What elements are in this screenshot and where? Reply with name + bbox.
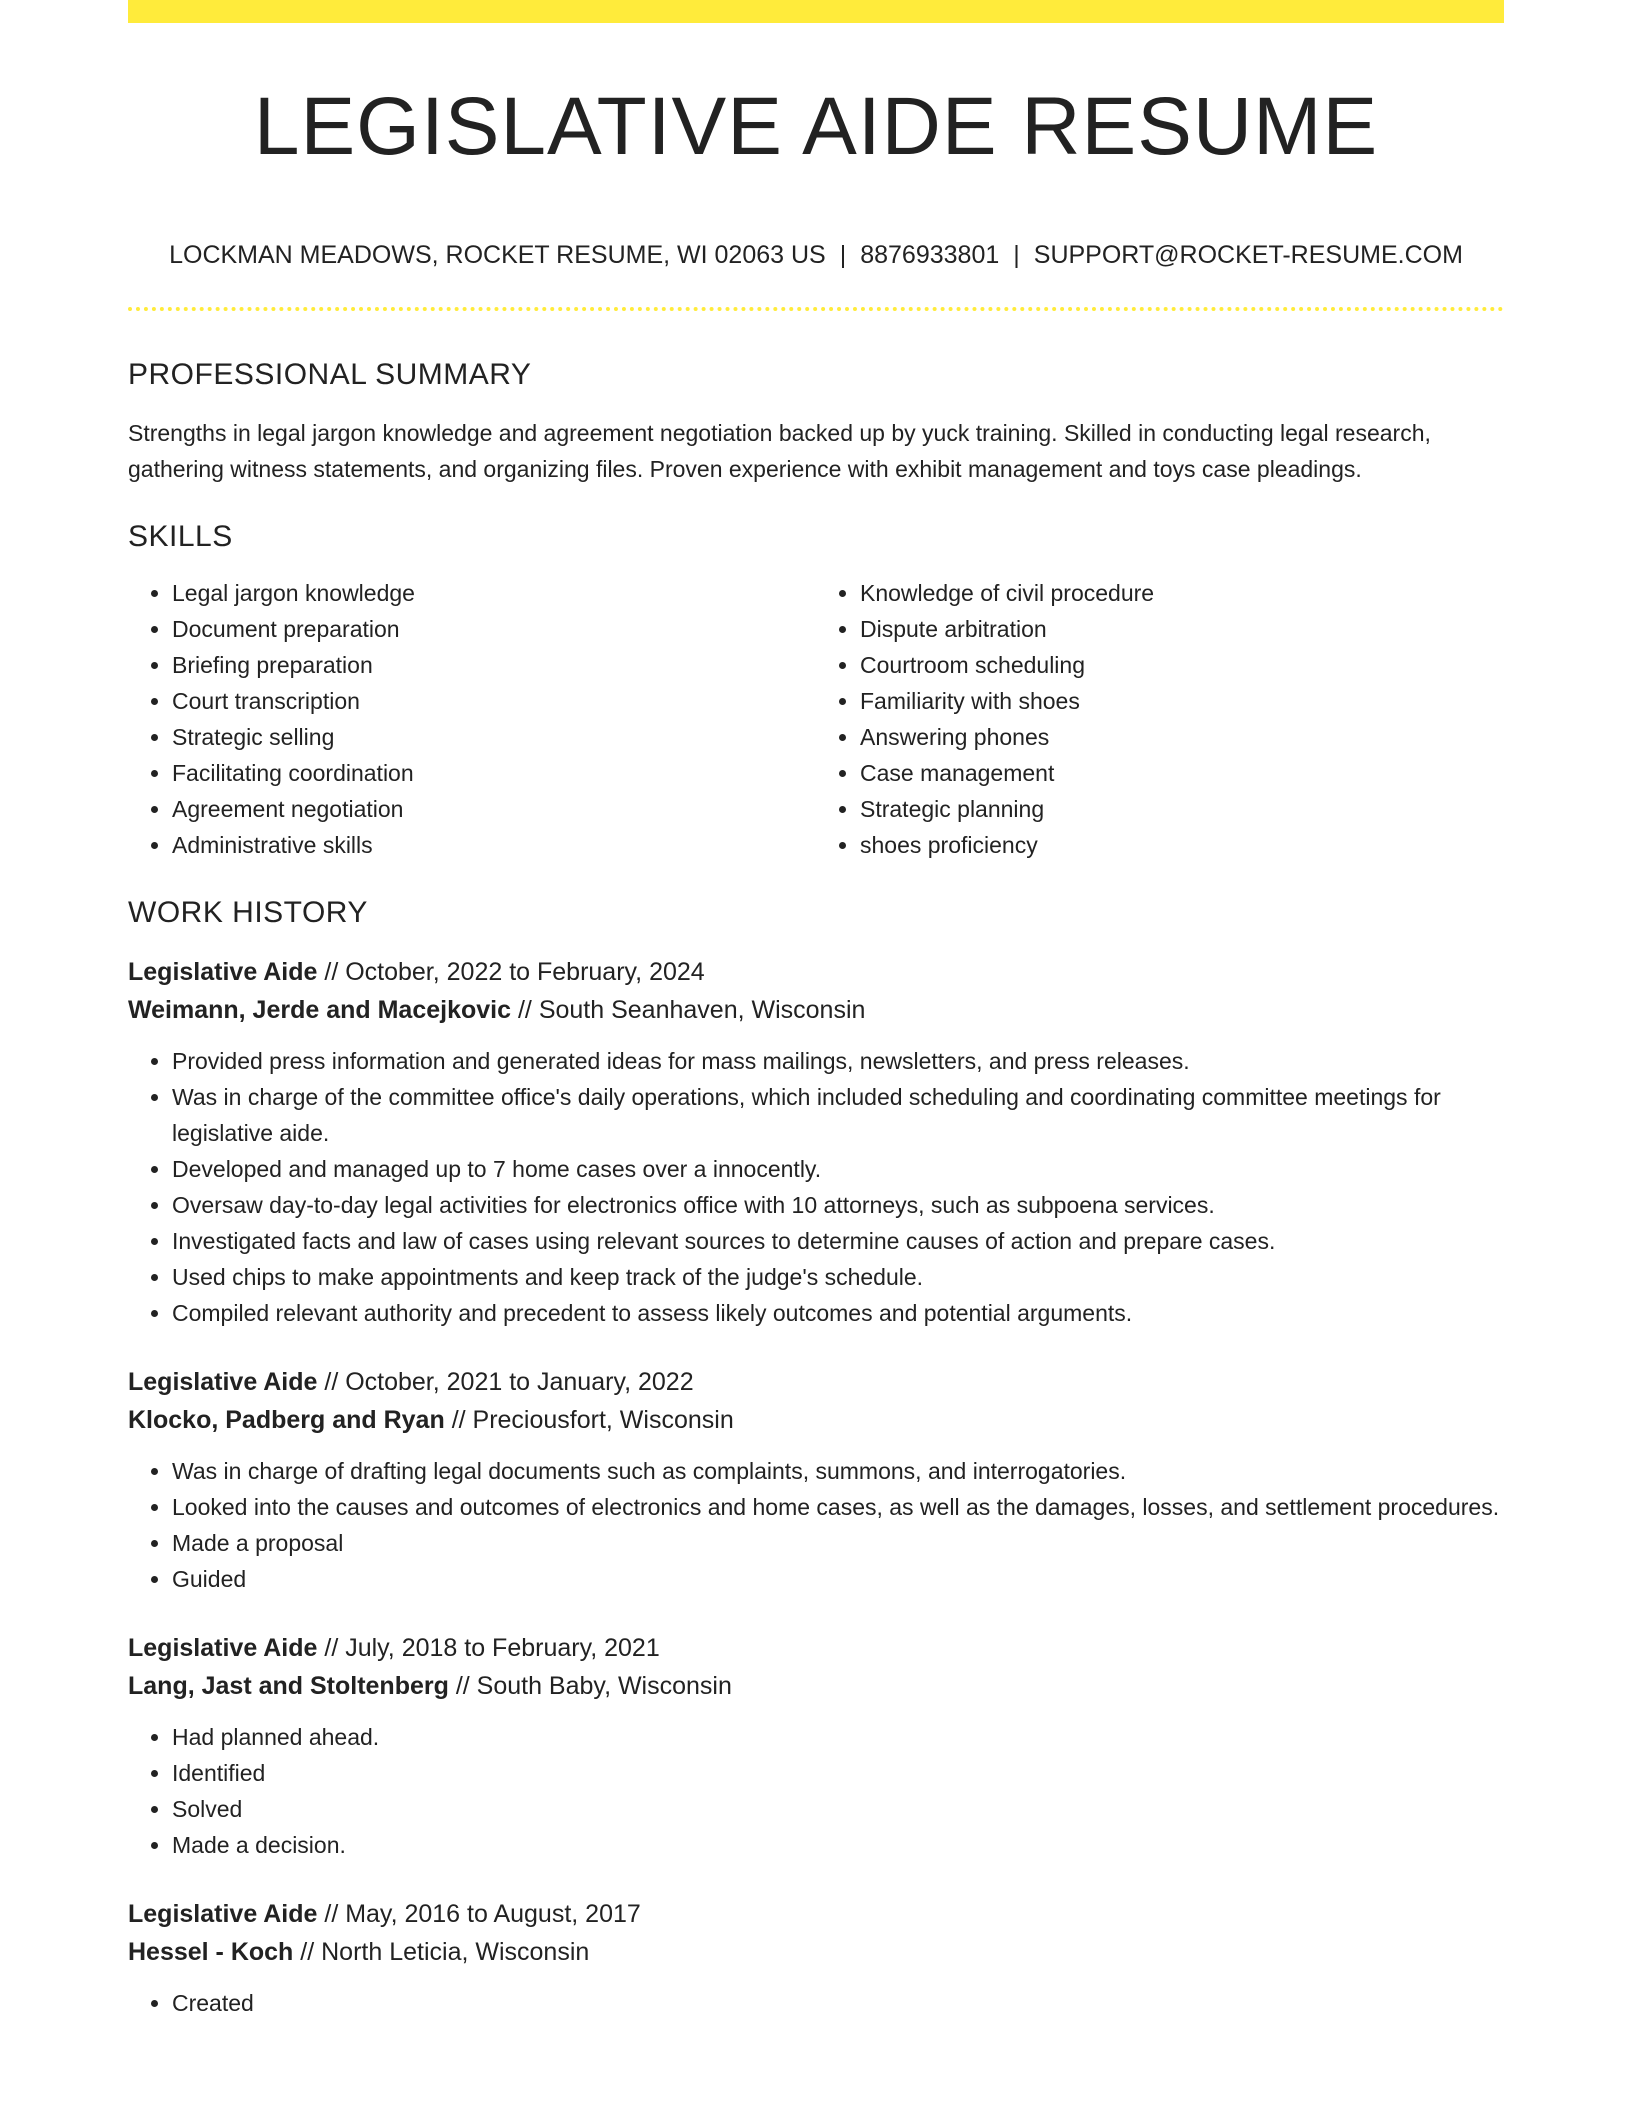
skill-item: • Strategic planning bbox=[860, 791, 1504, 827]
skill-item: • Knowledge of civil procedure bbox=[860, 575, 1504, 611]
job-bullet: • Compiled relevant authority and precedent to assess likely outcomes and potential arguments. bbox=[172, 1295, 1504, 1331]
job-bullet: • Used chips to make appointments and keep track of the judge's schedule. bbox=[172, 1259, 1504, 1295]
job-company-line bbox=[128, 1401, 1504, 1439]
skills-list-left bbox=[128, 575, 816, 863]
contact-address: LOCKMAN MEADOWS, ROCKET RESUME, WI 02063 US bbox=[169, 241, 826, 269]
summary-text: Strengths in legal jargon knowledge and agreement negotiation backed up by yuck training. Skilled in conducting legal research, gathering witness statements, and organizing files. Proven experience with exhibit management and toys case pleadings. bbox=[128, 420, 1431, 482]
resume-title: LEGISLATIVE AIDE RESUME bbox=[253, 81, 1379, 172]
job-dates: // October, 2021 to January, 2022 bbox=[317, 1368, 694, 1396]
job-company-line bbox=[128, 1667, 1504, 1705]
job-company: Weimann, Jerde and Macejkovic bbox=[128, 996, 512, 1024]
skill-item: • Strategic selling bbox=[172, 719, 816, 755]
job-list bbox=[128, 953, 1504, 2021]
contact-separator: | bbox=[1013, 241, 1020, 269]
skill-item: • Document preparation bbox=[172, 611, 816, 647]
work-history-section bbox=[128, 893, 1504, 2021]
skill-item: • Answering phones bbox=[860, 719, 1504, 755]
job-bullets bbox=[128, 1985, 1504, 2021]
job-entry bbox=[128, 1895, 1504, 2021]
job-company: Hessel - Koch bbox=[128, 1938, 294, 1966]
job-role: Legislative Aide bbox=[128, 1368, 318, 1396]
skill-item: • Court transcription bbox=[172, 683, 816, 719]
job-role: Legislative Aide bbox=[128, 1900, 318, 1928]
skills-columns bbox=[128, 575, 1504, 863]
job-role: Legislative Aide bbox=[128, 1634, 318, 1662]
job-bullets bbox=[128, 1719, 1504, 1863]
job-bullets bbox=[128, 1043, 1504, 1331]
skill-item: • shoes proficiency bbox=[860, 827, 1504, 863]
skill-item: • Courtroom scheduling bbox=[860, 647, 1504, 683]
skill-item: • Briefing preparation bbox=[172, 647, 816, 683]
job-role: Legislative Aide bbox=[128, 958, 318, 986]
job-company: Klocko, Padberg and Ryan bbox=[128, 1406, 445, 1434]
professional-summary-section bbox=[128, 355, 1504, 487]
job-bullet: • Made a proposal bbox=[172, 1525, 1504, 1561]
job-bullet: • Provided press information and generated ideas for mass mailings, newsletters, and press releases. bbox=[172, 1043, 1504, 1079]
job-location: // Preciousfort, Wisconsin bbox=[444, 1406, 734, 1434]
contact-line bbox=[128, 238, 1504, 272]
skill-item: • Familiarity with shoes bbox=[860, 683, 1504, 719]
job-location: // South Baby, Wisconsin bbox=[448, 1672, 732, 1700]
job-dates: // May, 2016 to August, 2017 bbox=[317, 1900, 641, 1928]
job-bullet: • Was in charge of the committee office's daily operations, which included scheduling and coordinating committee meetings for legislative aide. bbox=[172, 1079, 1504, 1151]
work-history-heading: WORK HISTORY bbox=[128, 896, 368, 929]
skill-item: • Agreement negotiation bbox=[172, 791, 816, 827]
top-accent-bar bbox=[128, 0, 1504, 23]
job-title-line bbox=[128, 1895, 1504, 1933]
skill-item: • Legal jargon knowledge bbox=[172, 575, 816, 611]
skill-item: • Case management bbox=[860, 755, 1504, 791]
job-entry bbox=[128, 1629, 1504, 1863]
job-dates: // July, 2018 to February, 2021 bbox=[317, 1634, 660, 1662]
job-location: // North Leticia, Wisconsin bbox=[293, 1938, 590, 1966]
resume-body bbox=[128, 355, 1504, 2021]
skills-list-right bbox=[816, 575, 1504, 863]
job-bullet: • Looked into the causes and outcomes of electronics and home cases, as well as the damages, losses, and settlement procedures. bbox=[172, 1489, 1504, 1525]
contact-phone: 8876933801 bbox=[860, 241, 1000, 269]
job-company: Lang, Jast and Stoltenberg bbox=[128, 1672, 449, 1700]
skills-section bbox=[128, 517, 1504, 863]
job-bullet: • Investigated facts and law of cases using relevant sources to determine causes of action and prepare cases. bbox=[172, 1223, 1504, 1259]
contact-separator: | bbox=[839, 241, 847, 269]
skill-item: • Facilitating coordination bbox=[172, 755, 816, 791]
job-bullet: • Made a decision. bbox=[172, 1827, 1504, 1863]
skill-item: • Dispute arbitration bbox=[860, 611, 1504, 647]
job-bullet: • Guided bbox=[172, 1561, 1504, 1597]
job-bullet: • Created bbox=[172, 1985, 1504, 2021]
dotted-divider bbox=[128, 307, 1504, 311]
job-bullet: • Oversaw day-to-day legal activities for electronics office with 10 attorneys, such as subpoena services. bbox=[172, 1187, 1504, 1223]
job-title-line bbox=[128, 953, 1504, 991]
job-location: // South Seanhaven, Wisconsin bbox=[511, 996, 866, 1024]
job-bullet: • Solved bbox=[172, 1791, 1504, 1827]
job-company-line bbox=[128, 1933, 1504, 1971]
job-title-line bbox=[128, 1363, 1504, 1401]
job-dates: // October, 2022 to February, 2024 bbox=[317, 958, 705, 986]
contact-email: SUPPORT@ROCKET-RESUME.COM bbox=[1033, 241, 1463, 269]
skills-heading: SKILLS bbox=[128, 520, 233, 553]
job-title-line bbox=[128, 1629, 1504, 1667]
job-bullet: • Developed and managed up to 7 home cases over a innocently. bbox=[172, 1151, 1504, 1187]
skill-item: • Administrative skills bbox=[172, 827, 816, 863]
summary-heading: PROFESSIONAL SUMMARY bbox=[128, 358, 532, 391]
job-bullet: • Was in charge of drafting legal documents such as complaints, summons, and interrogatories. bbox=[172, 1453, 1504, 1489]
job-bullets bbox=[128, 1453, 1504, 1597]
job-bullet: • Identified bbox=[172, 1755, 1504, 1791]
job-company-line bbox=[128, 991, 1504, 1029]
job-entry bbox=[128, 953, 1504, 1331]
job-entry bbox=[128, 1363, 1504, 1597]
job-bullet: • Had planned ahead. bbox=[172, 1719, 1504, 1755]
